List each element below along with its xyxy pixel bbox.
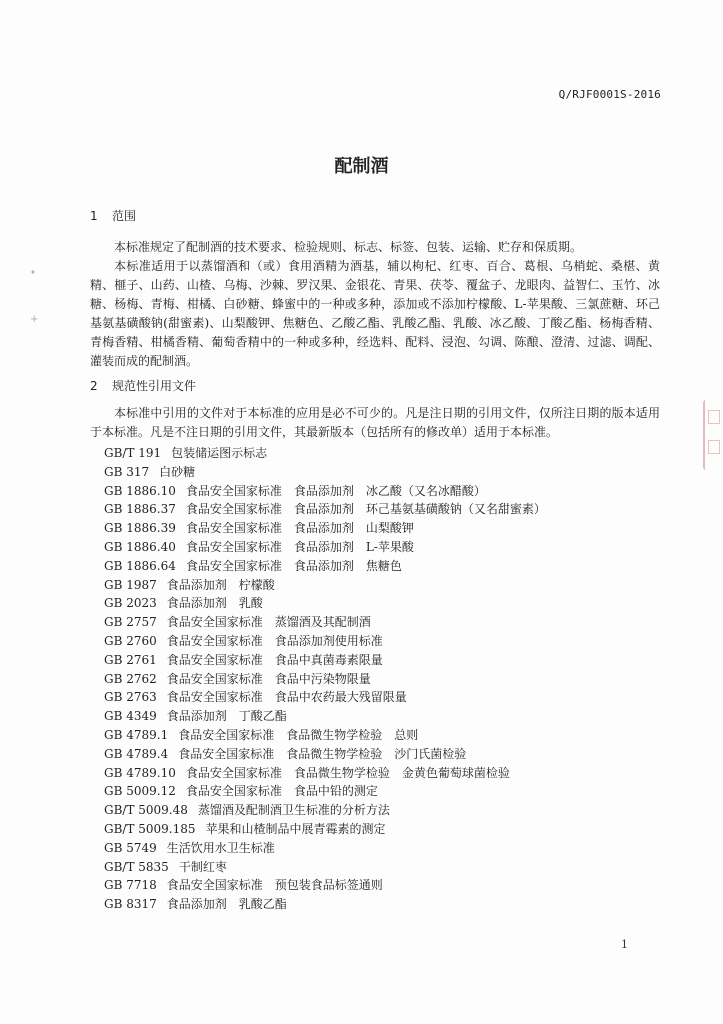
reference-item xyxy=(104,482,664,501)
reference-item xyxy=(104,576,664,595)
reference-item xyxy=(104,820,664,839)
seal-stamp-fragment xyxy=(703,400,723,470)
reference-title: 食品安全国家标准 食品添加剂 山梨酸钾 xyxy=(185,521,414,536)
reference-item xyxy=(104,707,664,726)
reference-item xyxy=(104,538,664,557)
reference-title: 食品安全国家标准 食品添加剂 冰乙酸（又名冰醋酸） xyxy=(185,483,486,498)
reference-title: 食品安全国家标准 食品中真菌毒素限量 xyxy=(166,652,383,667)
reference-title: 食品添加剂 乳酸乙酯 xyxy=(166,897,287,912)
reference-code: GB 5749 xyxy=(104,840,157,855)
reference-title: 食品添加剂 柠檬酸 xyxy=(166,577,275,592)
reference-item xyxy=(104,801,664,820)
reference-code: GB 1886.64 xyxy=(104,558,176,573)
reference-item xyxy=(104,444,664,463)
reference-code: GB 5009.12 xyxy=(104,784,176,799)
reference-title: 食品安全国家标准 食品添加剂 L-苹果酸 xyxy=(185,539,414,554)
reference-code: GB 1987 xyxy=(104,577,157,592)
reference-title: 包装储运图示标志 xyxy=(171,446,268,460)
reference-code: GB 7718 xyxy=(104,878,157,893)
scope-paragraph-2: 本标准适用于以蒸馏酒和（或）食用酒精为酒基，辅以枸杞、红枣、百合、葛根、乌梢蛇、桑椹、黄精、榧子、山药、山楂、乌梅、沙棘、罗汉果、金银花、青果、茯苓、覆盆子、龙眼肉、益智仁、玉竹、冰糖、杨梅、青梅、柑橘、白砂糖、蜂蜜中的一种或多种，添加或不添加柠檬酸、L-苹果酸、三氯蔗糖、环己基氨基磺酸钠(甜蜜素)、山梨酸钾、焦糖色、乙酸乙酯、乳酸乙酯、乳酸、冰乙酸、丁酸乙酯、杨梅香精、青梅香精、柑橘香精、葡萄香精中的一种或多种，经选料、配料、浸泡、勾调、陈酿、澄清、过滤、调配、灌装而成的配制酒。 xyxy=(90,259,660,368)
reference-title: 干制红枣 xyxy=(178,859,227,874)
reference-code: GB 4349 xyxy=(104,709,157,724)
reference-title: 食品安全国家标准 食品微生物学检验 沙门氏菌检验 xyxy=(178,746,467,761)
reference-item xyxy=(104,839,664,858)
section-1-body xyxy=(90,238,660,371)
reference-title: 苹果和山楂制品中展青霉素的测定 xyxy=(205,821,386,836)
section-2-body xyxy=(90,404,660,442)
reference-code: GB 2023 xyxy=(104,596,157,611)
reference-item xyxy=(104,688,664,707)
reference-code: GB 2761 xyxy=(104,652,157,667)
reference-code: GB 2763 xyxy=(104,690,157,705)
reference-title: 食品安全国家标准 食品微生物学检验 总则 xyxy=(178,727,419,742)
references-intro: 本标准中引用的文件对于本标准的应用是必不可少的。凡是注日期的引用文件，仅所注日期的版本适用于本标准。凡是不注日期的引用文件，其最新版本（包括所有的修改单）适用于本标准。 xyxy=(90,406,660,439)
reference-item xyxy=(104,613,664,632)
document-title: 配制酒 xyxy=(334,156,389,177)
reference-code: GB 2757 xyxy=(104,615,157,630)
reference-code: GB/T 5009.48 xyxy=(104,803,188,818)
reference-list xyxy=(104,444,664,914)
reference-title: 食品添加剂 丁酸乙酯 xyxy=(166,709,287,724)
section-2-heading xyxy=(90,377,196,394)
reference-code: GB 8317 xyxy=(104,897,157,912)
reference-title: 食品安全国家标准 食品添加剂 环己基氨基磺酸钠（又名甜蜜素） xyxy=(185,502,546,517)
reference-code: GB 2762 xyxy=(104,671,157,686)
reference-code: GB 1886.39 xyxy=(104,521,176,536)
margin-mark: • xyxy=(30,268,36,279)
reference-title: 食品安全国家标准 蒸馏酒及其配制酒 xyxy=(166,615,371,630)
document-code: Q/RJF0001S-2016 xyxy=(558,88,661,101)
reference-item xyxy=(104,764,664,783)
reference-item xyxy=(104,463,664,482)
scope-paragraph-1: 本标准规定了配制酒的技术要求、检验规则、标志、标签、包装、运输、贮存和保质期。 xyxy=(114,240,583,254)
reference-code: GB 4789.10 xyxy=(104,765,176,780)
reference-item xyxy=(104,745,664,764)
reference-item xyxy=(104,519,664,538)
reference-code: GB 1886.40 xyxy=(104,539,176,554)
reference-title: 白砂糖 xyxy=(159,464,196,479)
section-2-title: 规范性引用文件 xyxy=(112,379,197,393)
reference-item xyxy=(104,632,664,651)
reference-title: 食品安全国家标准 食品中污染物限量 xyxy=(166,671,371,686)
reference-item xyxy=(104,895,664,914)
reference-item xyxy=(104,782,664,801)
reference-title: 食品添加剂 乳酸 xyxy=(166,596,263,611)
section-2-number: 2 xyxy=(90,379,98,393)
reference-item xyxy=(104,557,664,576)
reference-item xyxy=(104,500,664,519)
reference-code: GB 1886.10 xyxy=(104,483,176,498)
reference-title: 生活饮用水卫生标准 xyxy=(166,840,275,855)
margin-mark: + xyxy=(30,314,39,325)
reference-item xyxy=(104,876,664,895)
reference-item xyxy=(104,858,664,877)
reference-code: GB/T 5835 xyxy=(104,859,169,874)
reference-code: GB/T 5009.185 xyxy=(104,821,196,836)
reference-title: 食品安全国家标准 食品添加剂 焦糖色 xyxy=(185,558,402,573)
page-number: 1 xyxy=(621,938,628,951)
reference-item xyxy=(104,726,664,745)
section-1-number: 1 xyxy=(90,209,98,223)
reference-title: 食品安全国家标准 预包装食品标签通则 xyxy=(166,878,383,893)
reference-code: GB 4789.4 xyxy=(104,746,169,761)
reference-code: GB 317 xyxy=(104,464,150,479)
reference-code: GB 2760 xyxy=(104,633,157,648)
section-1-heading xyxy=(90,207,136,224)
section-1-title: 范围 xyxy=(112,209,137,223)
reference-title: 食品安全国家标准 食品中铅的测定 xyxy=(185,784,378,799)
reference-title: 食品安全国家标准 食品中农药最大残留限量 xyxy=(166,690,407,705)
reference-code: GB 1886.37 xyxy=(104,502,176,517)
reference-item xyxy=(104,594,664,613)
reference-item xyxy=(104,670,664,689)
reference-item xyxy=(104,651,664,670)
reference-title: 食品安全国家标准 食品添加剂使用标准 xyxy=(166,633,383,648)
reference-title: 食品安全国家标准 食品微生物学检验 金黄色葡萄球菌检验 xyxy=(185,765,510,780)
reference-code: GB 4789.1 xyxy=(104,727,169,742)
reference-title: 蒸馏酒及配制酒卫生标准的分析方法 xyxy=(197,803,390,818)
reference-code: GB/T 191 xyxy=(104,446,162,460)
